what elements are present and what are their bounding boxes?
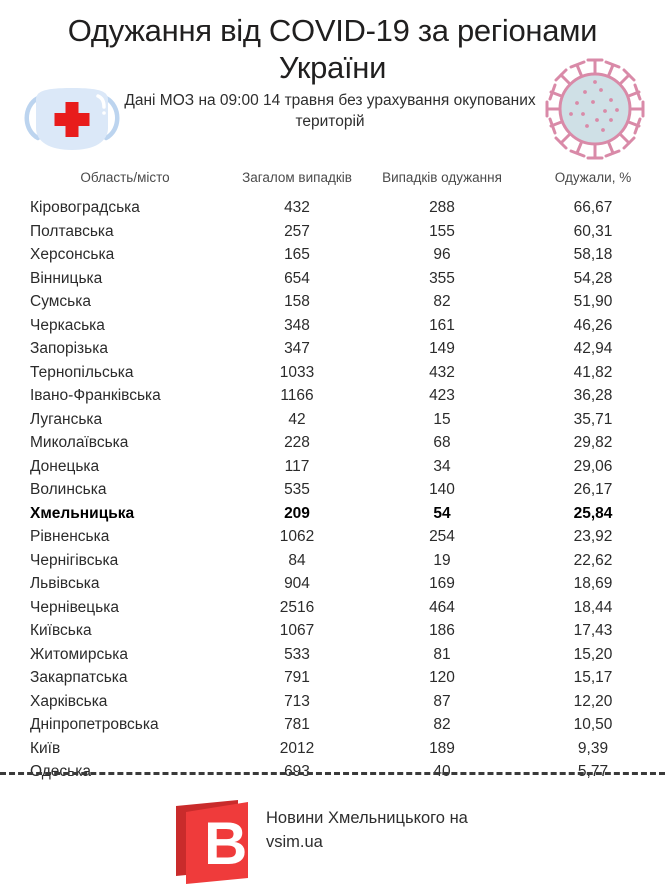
footer-line-1: Новини Хмельницького на xyxy=(266,809,468,827)
cell-percent: 46,26 xyxy=(573,316,613,334)
dashed-divider xyxy=(0,772,665,775)
cell-region: Дніпропетровська xyxy=(30,716,159,733)
cell-recovered: 19 xyxy=(433,551,451,569)
cell-recovered: 189 xyxy=(429,739,455,757)
cell-recovered: 54 xyxy=(433,504,451,522)
cell-recovered: 186 xyxy=(429,622,455,639)
page-title: Одужання від COVID-19 за регіонами України xyxy=(67,13,598,85)
cell-percent: 23,92 xyxy=(573,528,613,545)
cell-recovered: 96 xyxy=(433,246,451,263)
cell-percent: 15,17 xyxy=(573,669,613,686)
recovery-table xyxy=(0,160,665,784)
cell-total: 781 xyxy=(284,716,310,733)
cell-total: 533 xyxy=(284,645,310,663)
cell-recovered: 82 xyxy=(433,293,451,310)
cell-recovered: 355 xyxy=(429,269,455,287)
table-row xyxy=(0,314,665,338)
cell-recovered: 15 xyxy=(433,410,451,428)
column-header-recovered: Випадків одужання xyxy=(382,170,502,185)
cell-total: 42 xyxy=(288,410,306,428)
cell-percent: 12,20 xyxy=(573,692,613,710)
cell-percent: 25,84 xyxy=(573,504,613,522)
cell-total: 1166 xyxy=(280,387,314,404)
table-row xyxy=(0,408,665,432)
column-header-percent: Одужали, % xyxy=(554,170,632,185)
cell-region: Тернопільська xyxy=(30,363,134,381)
cell-percent: 35,71 xyxy=(573,410,613,428)
cell-percent: 18,69 xyxy=(573,575,613,592)
cell-region: Донецька xyxy=(30,457,100,475)
cell-region: Одеська xyxy=(30,763,91,780)
table-row xyxy=(0,431,665,455)
cell-recovered: 120 xyxy=(429,669,455,686)
cell-region: Житомирська xyxy=(30,645,129,663)
cell-region: Сумська xyxy=(30,293,91,310)
footer xyxy=(0,788,665,888)
table-row xyxy=(0,690,665,714)
cell-percent: 41,82 xyxy=(573,363,613,381)
cell-total: 1062 xyxy=(279,528,315,545)
cell-total: 1033 xyxy=(279,363,315,381)
cell-total: 257 xyxy=(284,222,310,240)
cell-region: Рівненська xyxy=(30,528,110,545)
table-row xyxy=(0,337,665,361)
cell-percent: 51,90 xyxy=(573,293,613,310)
cell-region: Полтавська xyxy=(30,222,114,240)
medical-mask-icon xyxy=(18,76,126,160)
cell-percent: 60,31 xyxy=(573,222,613,240)
cell-recovered: 87 xyxy=(433,692,451,710)
table-row xyxy=(0,196,665,220)
cell-region: Львівська xyxy=(30,575,100,592)
cell-total: 2516 xyxy=(279,598,315,616)
cell-total: 713 xyxy=(284,692,310,710)
footer-line-2: vsim.ua xyxy=(266,833,323,851)
cell-total: 348 xyxy=(284,316,310,334)
cell-percent: 22,62 xyxy=(573,551,613,569)
table-row xyxy=(0,361,665,385)
cell-percent: 26,17 xyxy=(573,481,613,498)
cell-total: 432 xyxy=(284,199,310,216)
cell-total: 1067 xyxy=(279,622,315,639)
table-header-row xyxy=(0,160,665,196)
table-row xyxy=(0,243,665,267)
cell-recovered: 169 xyxy=(429,575,455,592)
cell-total: 117 xyxy=(284,457,310,475)
cell-total: 904 xyxy=(284,575,310,592)
cell-recovered: 149 xyxy=(429,340,455,357)
table-row xyxy=(0,619,665,643)
table-row xyxy=(0,220,665,244)
cell-recovered: 254 xyxy=(429,528,455,545)
cell-total: 165 xyxy=(284,246,310,263)
cell-recovered: 140 xyxy=(429,481,455,498)
cell-region: Черкаська xyxy=(30,316,105,334)
cell-percent: 29,06 xyxy=(573,457,613,475)
cell-recovered: 40 xyxy=(433,763,451,780)
table-row xyxy=(0,478,665,502)
cell-percent: 54,28 xyxy=(573,269,613,287)
cell-recovered: 82 xyxy=(433,716,451,733)
cell-percent: 58,18 xyxy=(573,246,613,263)
cell-percent: 15,20 xyxy=(573,645,613,663)
cell-total: 158 xyxy=(284,293,310,310)
cell-recovered: 432 xyxy=(429,363,455,381)
cell-region: Київська xyxy=(30,622,92,639)
table-row xyxy=(0,525,665,549)
page-subtitle: Дані МОЗ на 09:00 14 травня без урахування окупованих територій xyxy=(124,92,536,130)
cell-percent: 17,43 xyxy=(573,622,613,639)
table-row xyxy=(0,455,665,479)
cell-region: Закарпатська xyxy=(30,669,128,686)
cell-total: 84 xyxy=(288,551,306,569)
table-row xyxy=(0,737,665,761)
cell-region: Хмельницька xyxy=(30,504,135,522)
logo-letter: B xyxy=(204,810,248,877)
cell-recovered: 161 xyxy=(429,316,455,334)
table-row xyxy=(0,572,665,596)
table-row xyxy=(0,290,665,314)
cell-percent: 9,39 xyxy=(577,739,609,757)
cell-total: 654 xyxy=(284,269,310,287)
table-row xyxy=(0,549,665,573)
footer-caption xyxy=(266,806,596,854)
column-header-total: Загалом випадків xyxy=(242,170,352,185)
table-row xyxy=(0,502,665,526)
table-body xyxy=(0,196,665,784)
table-row xyxy=(0,384,665,408)
cell-total: 2012 xyxy=(279,739,315,757)
cell-region: Кіровоградська xyxy=(30,199,140,216)
cell-recovered: 68 xyxy=(433,434,451,451)
table-row xyxy=(0,713,665,737)
cell-recovered: 34 xyxy=(433,457,451,475)
vsim-logo-icon[interactable] xyxy=(174,798,254,886)
table-row xyxy=(0,666,665,690)
cell-total: 347 xyxy=(284,340,310,357)
cell-total: 791 xyxy=(284,669,310,686)
cell-percent: 66,67 xyxy=(573,199,613,216)
cell-percent: 42,94 xyxy=(573,340,613,357)
cell-total: 209 xyxy=(284,504,310,522)
cell-total: 535 xyxy=(284,481,310,498)
cell-region: Харківська xyxy=(30,692,108,710)
table-row xyxy=(0,643,665,667)
cell-recovered: 155 xyxy=(429,222,455,240)
cell-percent: 18,44 xyxy=(573,598,613,616)
cell-recovered: 423 xyxy=(429,387,455,404)
cell-region: Вінницька xyxy=(30,269,103,287)
cell-region: Луганська xyxy=(30,410,103,428)
cell-region: Херсонська xyxy=(30,246,115,263)
cell-percent: 10,50 xyxy=(573,716,613,733)
cell-region: Чернігівська xyxy=(30,551,119,569)
cell-region: Миколаївська xyxy=(30,434,129,451)
cell-region: Чернівецька xyxy=(30,598,119,616)
header xyxy=(0,0,665,150)
cell-percent: 5,77 xyxy=(577,763,609,780)
cell-region: Запорізька xyxy=(30,340,108,357)
table-row xyxy=(0,596,665,620)
table-row xyxy=(0,267,665,291)
column-header-region: Область/місто xyxy=(80,170,170,185)
cell-region: Київ xyxy=(30,739,61,757)
cell-percent: 36,28 xyxy=(573,387,613,404)
cell-total: 693 xyxy=(284,763,310,780)
cell-region: Волинська xyxy=(30,481,107,498)
cell-percent: 29,82 xyxy=(573,434,613,451)
cell-recovered: 81 xyxy=(433,645,451,663)
cell-region: Івано-Франківська xyxy=(30,387,161,404)
cell-recovered: 288 xyxy=(429,199,455,216)
cell-total: 228 xyxy=(284,434,310,451)
cell-recovered: 464 xyxy=(429,598,455,616)
